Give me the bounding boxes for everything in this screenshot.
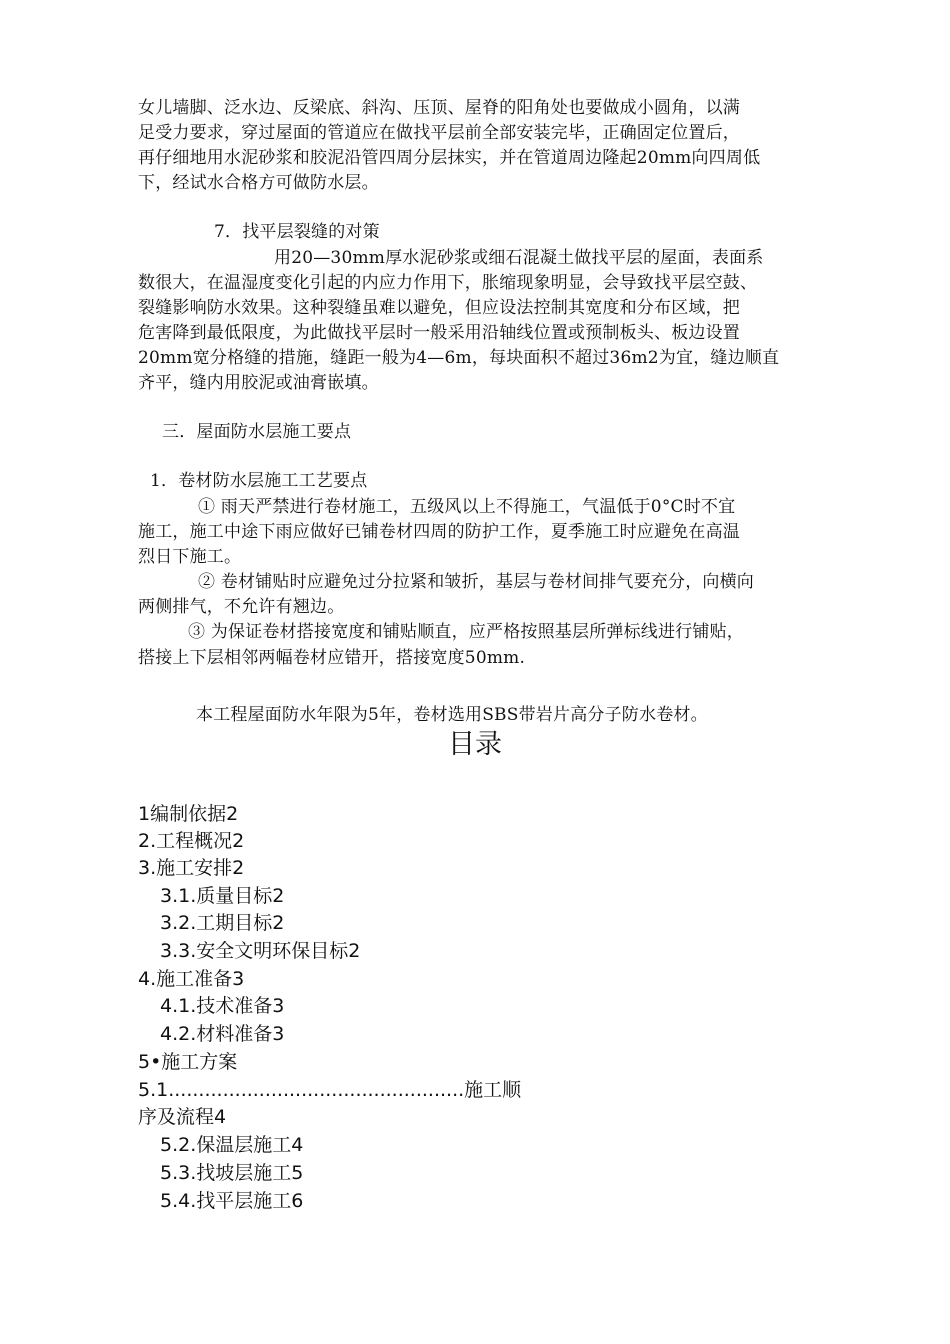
item-3-line-2: 搭接上下层相邻两幅卷材应错开，搭接宽度50mm. [138,648,526,668]
toc-entry[interactable]: 3.1.质量目标2 [160,885,285,907]
paragraph-2-line-4: 危害降到最低限度，为此做找平层时一般采用沿轴线位置或预制板头、板边设置 [138,323,740,343]
section-7-heading: 7．找平层裂缝的对策 [214,222,380,242]
toc-entry[interactable]: 3.施工安排2 [138,857,245,879]
toc-entry[interactable]: 5.3.找坡层施工5 [160,1162,304,1184]
paragraph-1-line-3: 再仔细地用水泥砂浆和胶泥沿管四周分层抹实，并在管道周边隆起20mm向四周低 [138,148,761,168]
item-2-line-2: 两侧排气，不允许有翘边。 [138,597,345,617]
toc-entry[interactable]: 序及流程4 [138,1106,227,1128]
toc-entry[interactable]: 1编制依据2 [138,803,239,825]
item-2-line-1: ② 卷材铺贴时应避免过分拉紧和皱折，基层与卷材间排气要充分，向横向 [198,572,755,592]
paragraph-2-line-5: 20mm宽分格缝的措施，缝距一般为4—6m，每块面积不超过36m2为宜，缝边顺直 [138,348,780,368]
item-3-line-1: ③ 为保证卷材搭接宽度和铺贴顺直，应严格按照基层所弹标线进行铺贴， [188,622,745,642]
paragraph-2-line-6: 齐平，缝内用胶泥或油膏嵌填。 [138,373,379,393]
item-1-line-2: 施工，施工中途下雨应做好已铺卷材四周的防护工作，夏季施工时应避免在高温 [138,522,740,542]
toc-entry[interactable]: 4.施工准备3 [138,968,245,990]
paragraph-1-line-1: 女儿墙脚、泛水边、反梁底、斜沟、压顶、屋脊的阳角处也要做成小圆角，以满 [138,98,740,118]
toc-title: 目录 [448,729,502,760]
toc-entry[interactable]: 3.3.安全文明环保目标2 [160,940,361,962]
paragraph-2-line-1: 用20—30mm厚水泥砂浆或细石混凝土做找平层的屋面，表面系 [274,248,764,268]
toc-entry[interactable]: 5.2.保温层施工4 [160,1134,304,1156]
toc-entry[interactable]: 5.4.找平层施工6 [160,1190,304,1212]
toc-entry[interactable]: 4.2.材料准备3 [160,1023,285,1045]
toc-entry[interactable]: 2.工程概况2 [138,830,245,852]
paragraph-1-line-2: 足受力要求，穿过屋面的管道应在做找平层前全部安装完毕，正确固定位置后， [138,123,740,143]
item-1-line-3: 烈日下施工。 [138,547,242,567]
paragraph-2-line-2: 数很大，在温湿度变化引起的内应力作用下，胀缩现象明显，会导致找平层空鼓、 [138,273,758,293]
toc-entry[interactable]: 5•施工方案 [138,1051,238,1073]
item-1-line-1: ① 雨天严禁进行卷材施工，五级风以上不得施工，气温低于0°C时不宜 [198,497,736,517]
paragraph-1-line-4: 下，经试水合格方可做防水层。 [138,173,379,193]
paragraph-2-line-3: 裂缝影响防水效果。这种裂缝虽难以避免，但应设法控制其宽度和分布区域，把 [138,298,740,318]
subsection-1-heading: 1．卷材防水层施工工艺要点 [150,471,368,491]
toc-entry[interactable]: 3.2.工期目标2 [160,912,285,934]
toc-entry[interactable]: 5.1.................................................施工顺 [138,1079,522,1101]
project-note: 本工程屋面防水年限为5年，卷材选用SBS带岩片高分子防水卷材。 [196,705,708,725]
section-3-heading: 三．屋面防水层施工要点 [162,422,352,442]
toc-entry[interactable]: 4.1.技术准备3 [160,995,285,1017]
